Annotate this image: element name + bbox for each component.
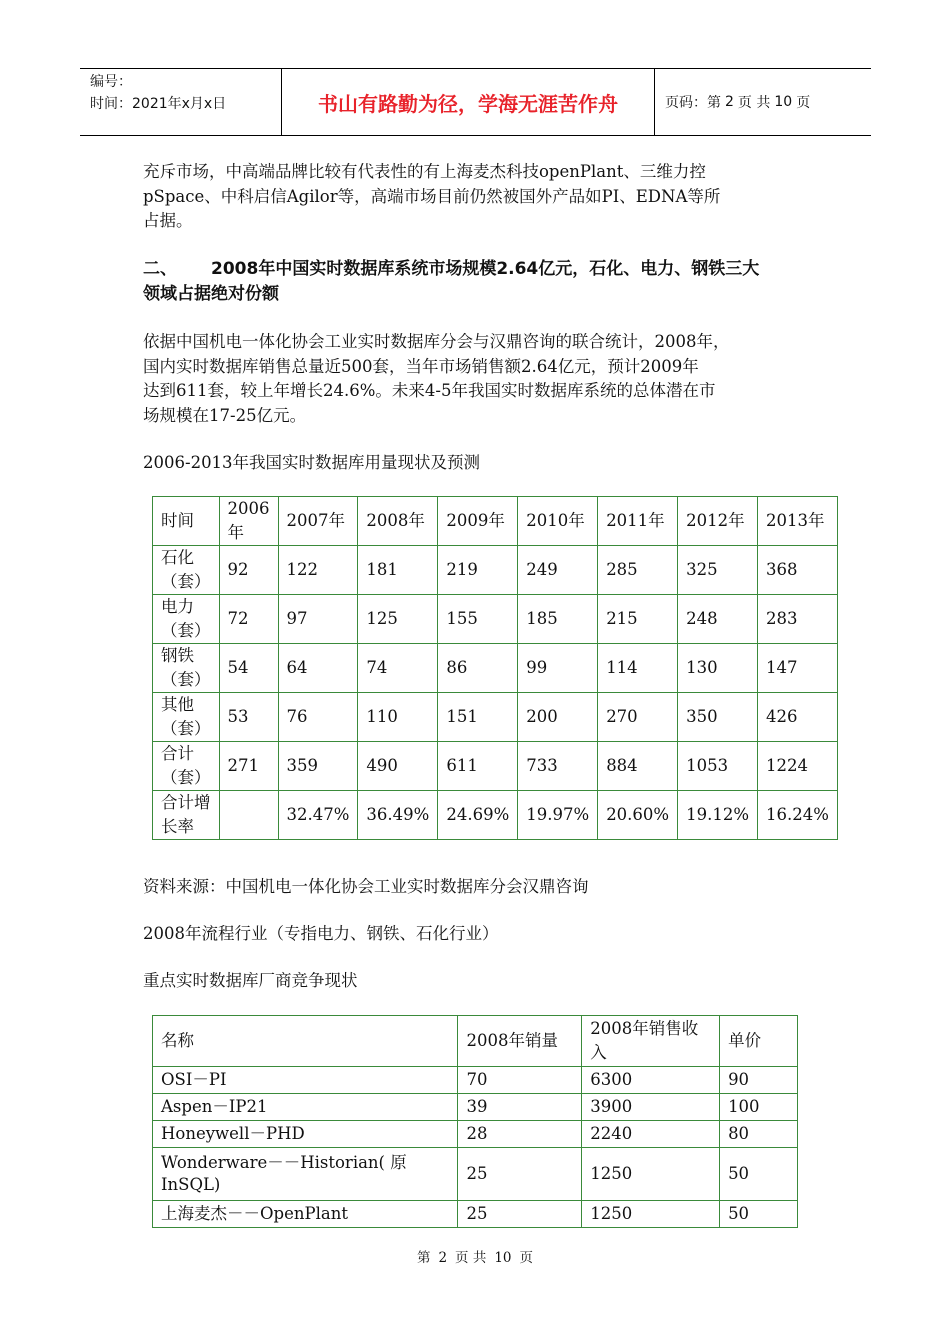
header-meta [80, 69, 282, 135]
table-header-cell: 2008年销售收入 [582, 1016, 720, 1067]
vendor-competition-table [152, 1015, 798, 1228]
table-cell: 54 [219, 644, 278, 693]
table-cell: 32.47% [278, 791, 358, 840]
header-code: 编号： [90, 74, 132, 90]
row-label-cell: 其他（套） [153, 693, 220, 742]
table-cell: 80 [720, 1121, 798, 1148]
table-cell: 99 [518, 644, 598, 693]
paragraph-line: pSpace、中科启信Agilor等，高端市场目前仍然被国外产品如PI、EDNA等所 [143, 186, 721, 206]
footer-total: 10 [494, 1250, 512, 1266]
header-page-mid: 页 共 [737, 95, 771, 111]
table-cell: 28 [458, 1121, 582, 1148]
table-row [153, 1067, 798, 1094]
table-cell: 181 [358, 546, 438, 595]
table-cell: 53 [219, 693, 278, 742]
table-header-cell: 名称 [153, 1016, 458, 1067]
table-cell: 1053 [678, 742, 758, 791]
row-label-cell: 石化（套） [153, 546, 220, 595]
table-cell: 72 [219, 595, 278, 644]
paragraph-line: 占据。 [143, 211, 193, 230]
table-cell: 24.69% [438, 791, 518, 840]
table-header-row [153, 1016, 798, 1067]
table-cell: 271 [219, 742, 278, 791]
table-cell: 36.49% [358, 791, 438, 840]
table-cell: 1250 [582, 1201, 720, 1228]
table-row [153, 595, 838, 644]
table-cell: 350 [678, 693, 758, 742]
table-row [153, 644, 838, 693]
table-cell: 249 [518, 546, 598, 595]
table-row [153, 693, 838, 742]
row-label-cell: 钢铁（套） [153, 644, 220, 693]
table-cell: 76 [278, 693, 358, 742]
footer-prefix: 第 [416, 1250, 431, 1266]
table-header-cell: 2008年 [358, 497, 438, 546]
table-cell: 147 [758, 644, 838, 693]
table-cell: 90 [720, 1067, 798, 1094]
table-cell: 25 [458, 1201, 582, 1228]
table-cell: 325 [678, 546, 758, 595]
paragraph-2 [143, 330, 811, 428]
table-cell: 70 [458, 1067, 582, 1094]
table-header-row [153, 497, 838, 546]
table-header-cell: 2012年 [678, 497, 758, 546]
table-header-cell: 2011年 [598, 497, 678, 546]
table-row [153, 742, 838, 791]
table-cell: 19.12% [678, 791, 758, 840]
table-cell: 151 [438, 693, 518, 742]
table-cell: 125 [358, 595, 438, 644]
table-cell: 368 [758, 546, 838, 595]
table-cell: 74 [358, 644, 438, 693]
table-cell: 611 [438, 742, 518, 791]
table-header-cell: 2008年销量 [458, 1016, 582, 1067]
paragraph-line: 场规模在17-25亿元。 [143, 405, 307, 425]
table-row [153, 1148, 798, 1201]
vendor-name-cell: OSI－PI [153, 1067, 458, 1094]
table-cell: 215 [598, 595, 678, 644]
header-page-num: 2 [725, 94, 734, 110]
table-cell: 20.60% [598, 791, 678, 840]
header-page-end: 页 [796, 95, 811, 111]
vendor-name-cell: Wonderware－－Historian( 原InSQL) [153, 1148, 458, 1201]
header-page-total: 10 [774, 94, 793, 110]
table-cell: 19.97% [518, 791, 598, 840]
table-cell: 6300 [582, 1067, 720, 1094]
table-cell: 884 [598, 742, 678, 791]
table2-caption-line1: 2008年流程行业（专指电力、钢铁、石化行业） [143, 924, 499, 943]
table-row [153, 1094, 798, 1121]
table-cell: 200 [518, 693, 598, 742]
table-cell: 3900 [582, 1094, 720, 1121]
table-cell: 270 [598, 693, 678, 742]
section-number: 二、 [143, 259, 177, 279]
table-header-cell: 2010年 [518, 497, 598, 546]
table-header-cell: 2006年 [219, 497, 278, 546]
table-cell: 110 [358, 693, 438, 742]
table-header-cell: 2013年 [758, 497, 838, 546]
row-label-cell: 合计增长率 [153, 791, 220, 840]
table1-source: 资料来源：中国机电一体化协会工业实时数据库分会汉鼎咨询 [143, 877, 589, 896]
table-row [153, 546, 838, 595]
table-cell: 283 [758, 595, 838, 644]
table-cell: 122 [278, 546, 358, 595]
header-page-label: 页码：第 [665, 95, 721, 111]
paragraph-1 [143, 160, 811, 234]
paragraph-line: 依据中国机电一体化协会工业实时数据库分会与汉鼎咨询的联合统计，2008年， [143, 332, 730, 351]
table-cell: 2240 [582, 1121, 720, 1148]
table1-caption: 2006-2013年我国实时数据库用量现状及预测 [143, 453, 481, 472]
header-date: 时间：2021年x月x日 [90, 96, 227, 112]
table-cell: 219 [438, 546, 518, 595]
table-row [153, 1201, 798, 1228]
section-heading [143, 257, 811, 307]
table-cell: 1250 [582, 1148, 720, 1201]
vendor-name-cell: Honeywell－PHD [153, 1121, 458, 1148]
paragraph-line: 国内实时数据库销售总量近500套，当年市场销售额2.64亿元，预计2009年 [143, 356, 699, 376]
row-label-cell: 电力（套） [153, 595, 220, 644]
row-label-cell: 合计（套） [153, 742, 220, 791]
table-header-cell: 时间 [153, 497, 220, 546]
table-cell: 733 [518, 742, 598, 791]
table-cell: 155 [438, 595, 518, 644]
table-row [153, 1121, 798, 1148]
section-title-line1: 2008年中国实时数据库系统市场规模2.64亿元，石化、电力、钢铁三大 [211, 259, 760, 279]
table-cell: 92 [219, 546, 278, 595]
table-cell: 426 [758, 693, 838, 742]
table-cell: 50 [720, 1148, 798, 1201]
table-row [153, 791, 838, 840]
table-header-cell: 2009年 [438, 497, 518, 546]
table-cell: 285 [598, 546, 678, 595]
table-cell: 1224 [758, 742, 838, 791]
footer-page-num: 2 [438, 1250, 448, 1266]
table-cell: 130 [678, 644, 758, 693]
header-page-info [655, 69, 871, 135]
header-motto: 书山有路勤为径，学海无涯苦作舟 [282, 69, 655, 135]
table-cell: 86 [438, 644, 518, 693]
table-cell: 248 [678, 595, 758, 644]
vendor-name-cell: Aspen－IP21 [153, 1094, 458, 1121]
table-cell: 39 [458, 1094, 582, 1121]
table-cell: 185 [518, 595, 598, 644]
table-cell [219, 791, 278, 840]
vendor-name-cell: 上海麦杰－－OpenPlant [153, 1201, 458, 1228]
paragraph-line: 达到611套，较上年增长24.6%。未来4-5年我国实时数据库系统的总体潜在市 [143, 381, 716, 400]
page-header [80, 68, 871, 136]
table-cell: 16.24% [758, 791, 838, 840]
usage-forecast-table [152, 496, 838, 840]
section-title-line2: 领域占据绝对份额 [143, 284, 279, 304]
table-cell: 100 [720, 1094, 798, 1121]
page-footer [0, 1246, 950, 1266]
table-cell: 114 [598, 644, 678, 693]
table-cell: 64 [278, 644, 358, 693]
table2-caption-line2: 重点实时数据库厂商竞争现状 [143, 971, 358, 990]
footer-suffix: 页 [519, 1250, 534, 1266]
table-header-cell: 2007年 [278, 497, 358, 546]
table-cell: 50 [720, 1201, 798, 1228]
table-cell: 359 [278, 742, 358, 791]
table-cell: 490 [358, 742, 438, 791]
table-header-cell: 单价 [720, 1016, 798, 1067]
paragraph-line: 充斥市场，中高端品牌比较有代表性的有上海麦杰科技openPlant、三维力控 [143, 162, 706, 181]
table-cell: 97 [278, 595, 358, 644]
table-cell: 25 [458, 1148, 582, 1201]
footer-mid: 页 共 [455, 1250, 487, 1266]
